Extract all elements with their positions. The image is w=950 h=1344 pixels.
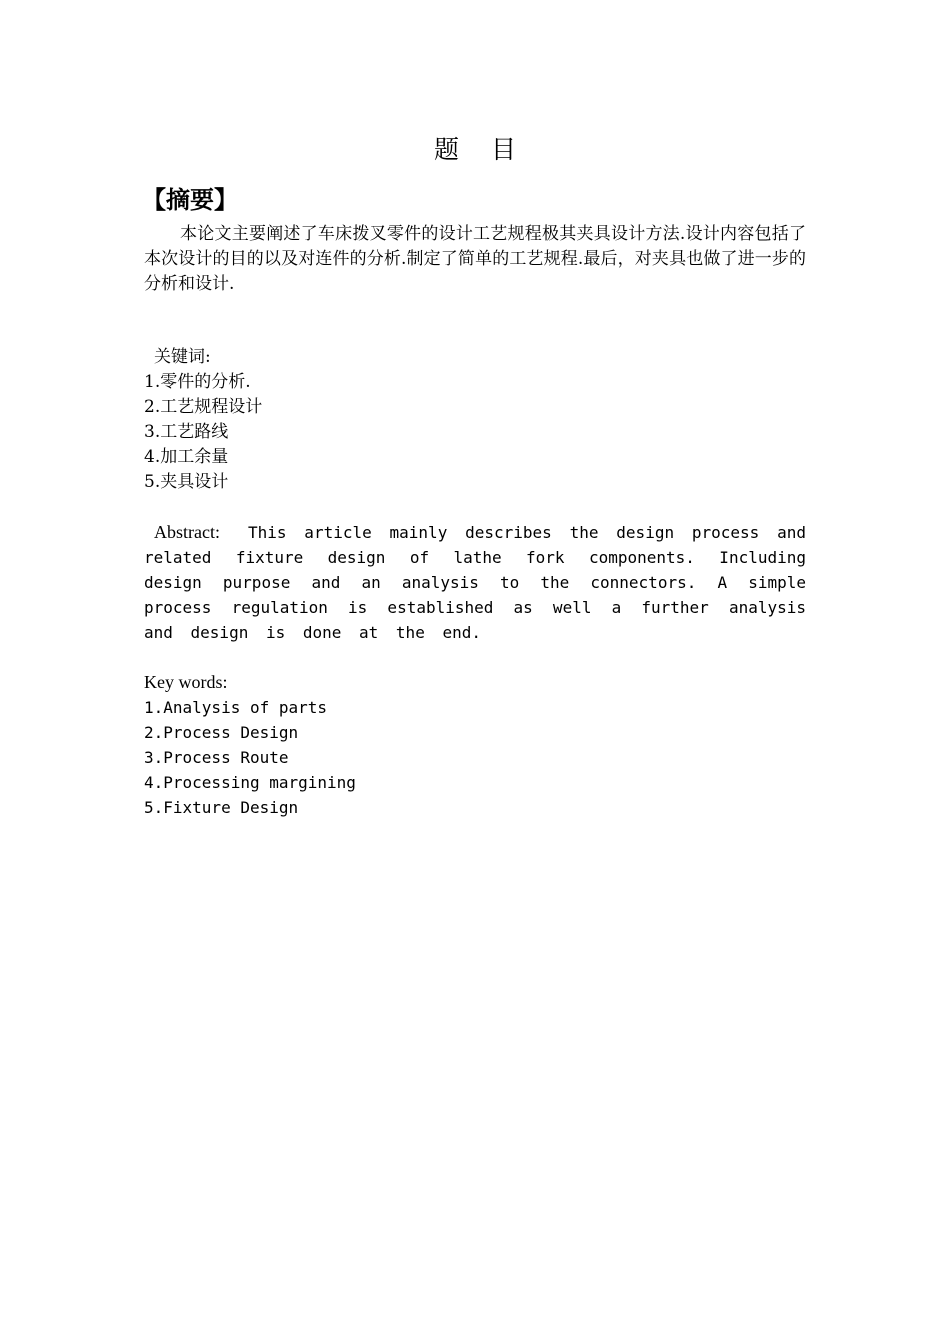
document-title: 题 目: [434, 135, 528, 164]
keyword-en-item: 3.Process Route: [144, 748, 289, 767]
keyword-cn-item: 1.零件的分析.: [144, 372, 251, 392]
keyword-en-item: 4.Processing margining: [144, 773, 356, 792]
abstract-en-text: This article mainly describes the design process and related fixture design of lathe fork components. Including design purpose and an analysis to the connectors. A simple process regulation is established as well a further analysis and design is done at the end.: [144, 523, 806, 642]
keyword-cn-item: 4.加工余量: [144, 447, 229, 467]
keywords-en-list: [144, 695, 806, 820]
abstract-en-label: Abstract:: [154, 522, 220, 542]
keyword-cn-item: 2.工艺规程设计: [144, 397, 263, 417]
abstract-cn-heading: 【摘要】: [142, 186, 238, 214]
abstract-cn-text: 本论文主要阐述了车床拨叉零件的设计工艺规程极其夹具设计方法.设计内容包括了本次设计的目的以及对连件的分析.制定了简单的工艺规程.最后，对夹具也做了进一步的分析和设计.: [144, 224, 806, 294]
keyword-cn-item: 5.夹具设计: [144, 472, 229, 492]
keywords-cn-list: [144, 370, 806, 495]
keyword-cn-item: 3.工艺路线: [144, 422, 229, 442]
keyword-en-item: 1.Analysis of parts: [144, 698, 328, 717]
keywords-cn-label: 关键词:: [154, 347, 211, 367]
document-content: [144, 130, 806, 820]
keyword-en-item: 2.Process Design: [144, 723, 299, 742]
keywords-en-label: Key words:: [144, 672, 228, 692]
abstract-en-paragraph: [144, 520, 806, 645]
keyword-en-item: 5.Fixture Design: [144, 798, 299, 817]
